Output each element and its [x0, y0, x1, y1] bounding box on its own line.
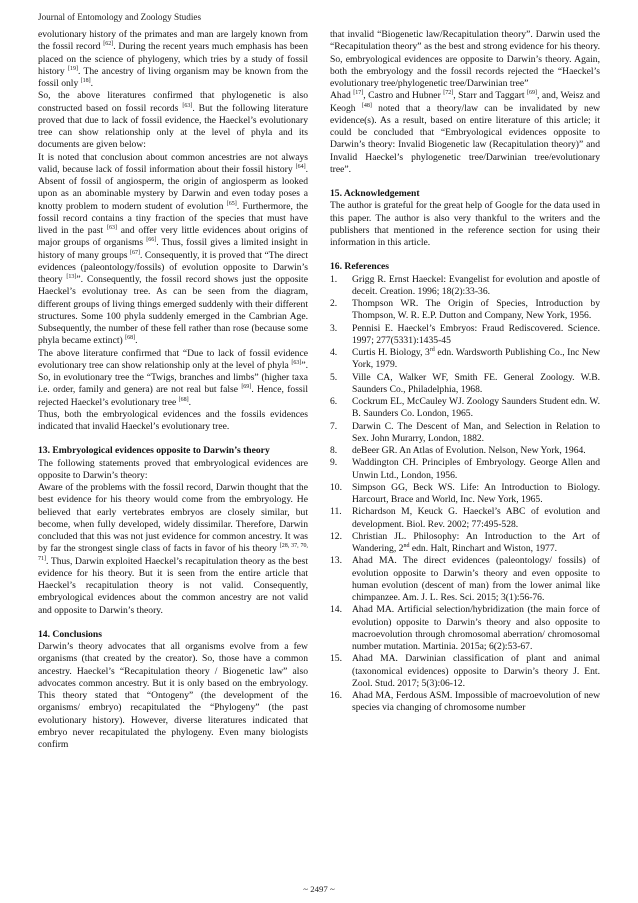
paragraph: Darwin’s theory advocates that all organisms evolve from a few organisms (that created by the creator). So, those have a common ancestry. Haeckel’s “Recapitulation theory / Biogenetic law” also advocates common ancestry. But it is only based on the embryology. This theory stated that “Ontogeny” (the development of the organisms/ embryo) recapitulated the “Phylogeny” (the past evolutionary history). However, diverse literatures indicated that embryo never recapitulated the phylogeny. Even many biologists confirm	[38, 641, 308, 750]
right-column	[330, 29, 600, 715]
paragraph: Ahad [17], Castro and Hubner [72], Starr and Taggart [69], and, Weisz and Keogh [48] noted that a theory/law can be invalidated by new evidence(s). As a result, based on entire literature of this article; it could be concluded that “Embryological evidences opposite to Darwin’s theory: Invalid Biogenetic law (Recapitulation theory)” and Invalid Haeckel’s phylogenetic tree/Darwinian tree/evolutionary tree”.	[330, 90, 601, 175]
reference-item: 3. Pennisi E. Haeckel’s Embryos: Fraud Rediscovered. Science. 1997; 277(5331):1435-45	[330, 322, 600, 346]
reference-item: 15. Ahad MA. Darwinian classification of plant and animal (taxonomical evidences) opposite to Darwin’s theory J. Ent. Zool. Stud. 2017; 5(3):06-12.	[330, 653, 600, 689]
reference-item: 4. Curtis H. Biology, 3rd edn. Wardsworth Publishing Co., Inc New York, 1979.	[330, 347, 601, 371]
left-column	[38, 29, 308, 751]
journal-header: Journal of Entomology and Zoology Studies	[38, 12, 202, 22]
paragraph: The following statements proved that embryological evidences are opposite to Darwin’s theory:	[38, 457, 308, 481]
section-heading-15: 15. Acknowledgement	[330, 188, 420, 199]
reference-item: 16. Ahad MA, Ferdous ASM. Impossible of macroevolution of new species via changing of chromosome number	[330, 690, 600, 714]
section-heading-16: 16. References	[330, 261, 389, 273]
reference-item: 14. Ahad MA. Artificial selection/hybridization (the main force of evolution) opposite to Darwin’s theory and also opposite to macroevolution through chromosomal aberration/ chromosomal number mutation. Martinia. 2015a; 6(2):53-67.	[330, 604, 600, 652]
reference-item: 10. Simpson GG, Beck WS. Life: An Introduction to Biology. Harcourt, Brace and World, Inc. New York, 1965.	[330, 481, 600, 505]
reference-item: 9. Waddington CH. Principles of Embryology. George Allen and Unwin Ltd., London, 1956.	[330, 457, 600, 481]
reference-item: 5. Ville CA, Walker WF, Smith FE. General Zoology. W.B. Saunders Co., Philadelphia, 1968.	[330, 371, 600, 395]
paragraph: It is noted that conclusion about common ancestries are not always valid, because lack of fossil information about their fossil history [64]. Absent of fossil of angiosperm, the origin of angiosperm as looked upon as an abominable mystery by Darwin and even today poses a knotty problem to modern student of evolution [65]. Furthermore, the fossil record contains a tiny fraction of the species that must have lived in the past [63] and offer very little evidences about origins of major groups of organisms [66]. Thus, fossil gives a limited insight in history of many groups [67]. Consequently, it is proved that “The direct evidences (paleontology/fossils) of evolution opposite to Darwin’s theory [13]”. Consequently, the fossil record shows just the opposite Haeckel’s evolutionay tree. As can be seen from the diagram, different groups of living things emerged suddenly with their different structures. Some 100 phyla suddenly emerged in the Cambrian Age. Subsequently, the number of these fell rather than rose (because some phyla became extinct) [68].	[38, 151, 308, 347]
paragraph: that invalid “Biogenetic law/Recapitulation theory”. Darwin used the “Recapitulation theory” as the best and strong evidence for his theory. So, embryological evidences are opposite to Darwin’s theory. Again, both the embryology and the fossil records rejected the “Haeckel’s evolutionary tree/phylogenetic tree/Darwinian tree”	[330, 29, 600, 89]
section-heading-13: 13. Embryological evidences opposite to Darwin’s theory	[38, 445, 270, 457]
page-number: ~ 2497 ~	[303, 884, 335, 894]
reference-item: 8. deBeer GR. An Atlas of Evolution. Nelson, New York, 1964.	[330, 445, 586, 456]
reference-item: 12. Christian JL. Philosophy: An Introduction to the Art of Wandering, 2nd edn. Halt, Rinchart and Wiston, 1977.	[330, 530, 600, 554]
paragraph: evolutionary history of the primates and man are largely known from the fossil record [62]. During the recent years much emphasis has been placed on the science of phylogeny, which tries by a study of fossil history [19]. The ancestry of living organism may be known from the fossil only [18].	[38, 29, 308, 89]
reference-item: 2. Thompson WR. The Origin of Species, Introduction by Thompson, W. R. E.P. Dutton and Company, New York, 1956.	[330, 298, 600, 322]
section-heading-14: 14. Conclusions	[38, 628, 102, 640]
reference-list	[330, 274, 600, 715]
paragraph: The author is grateful for the great help of Google for the data used in this paper. The author is also very thankful to the writers and the publishers that mentioned in the reference section for using their information in this article.	[330, 200, 600, 248]
paragraph: Aware of the problems with the fossil record, Darwin thought that the best evidence for his theory would come from the embryology. He believed that early vertebrates embryos are closely similar, but become, when fully developed, widely dissimilar. Therefore, Darwin concluded that this was not just evidence for common ancestry. It was by far the strongest single class of facts in favor of his theory [28, 37, 70, 71]. Thus, Darwin exploited Haeckel’s recapitulation theory as the best evidence for his theory. But it is seen from the entire article that Haeckel’s recapitulation theory is not valid. Consequently, embryological evidences about the common ancestry are not valid and opposite to Darwin’s theory.	[38, 482, 309, 616]
reference-item: 13. Ahad MA. The direct evidences (paleontology/ fossils) of evolution opposite to Darwin’s theory and even opposite to human evolution (descent of man) from the lower animal like chimpanzee. Am. J. L. Res. Sci. 2015; 3(1):56-76.	[330, 555, 600, 603]
paragraph: So, the above literatures confirmed that phylogenetic is also constructed based on fossil records [63]. But the following literature proved that due to lack of fossil evidence, the Haeckel’s evolutionary tree can show relationship only at the level of phyla and its documents are given below:	[38, 90, 308, 151]
paragraph: The above literature confirmed that “Due to lack of fossil evidence evolutionary tree can show relationship only at the level of phyla [63]”. So, in evolutionary tree the “Twigs, branches and limbs” (higher taxa i.e. order, family and genera) are not real but false [69]. Hence, fossil rejected Haeckel’s evolutionary tree [68].	[38, 347, 308, 408]
reference-item: 6. Cockrum EL, McCauley WJ. Zoology Saunders Student edn. W. B. Saunders Co. London, 1965.	[330, 396, 600, 420]
reference-item: 1. Grigg R. Ernst Haeckel: Evangelist for evolution and apostle of deceit. Creation. 1996; 18(2):33-36.	[330, 273, 600, 297]
reference-item: 7. Darwin C. The Descent of Man, and Selection in Relation to Sex. John Murarry, London, 1882.	[330, 420, 600, 444]
paragraph: Thus, both the embryological evidences and the fossils evidences indicated that invalid Haeckel’s evolutionary tree.	[38, 408, 308, 432]
reference-item: 11. Richardson M, Keuck G. Haeckel’s ABC of evolution and development. Biol. Rev. 2002; 77:495-528.	[330, 506, 600, 530]
